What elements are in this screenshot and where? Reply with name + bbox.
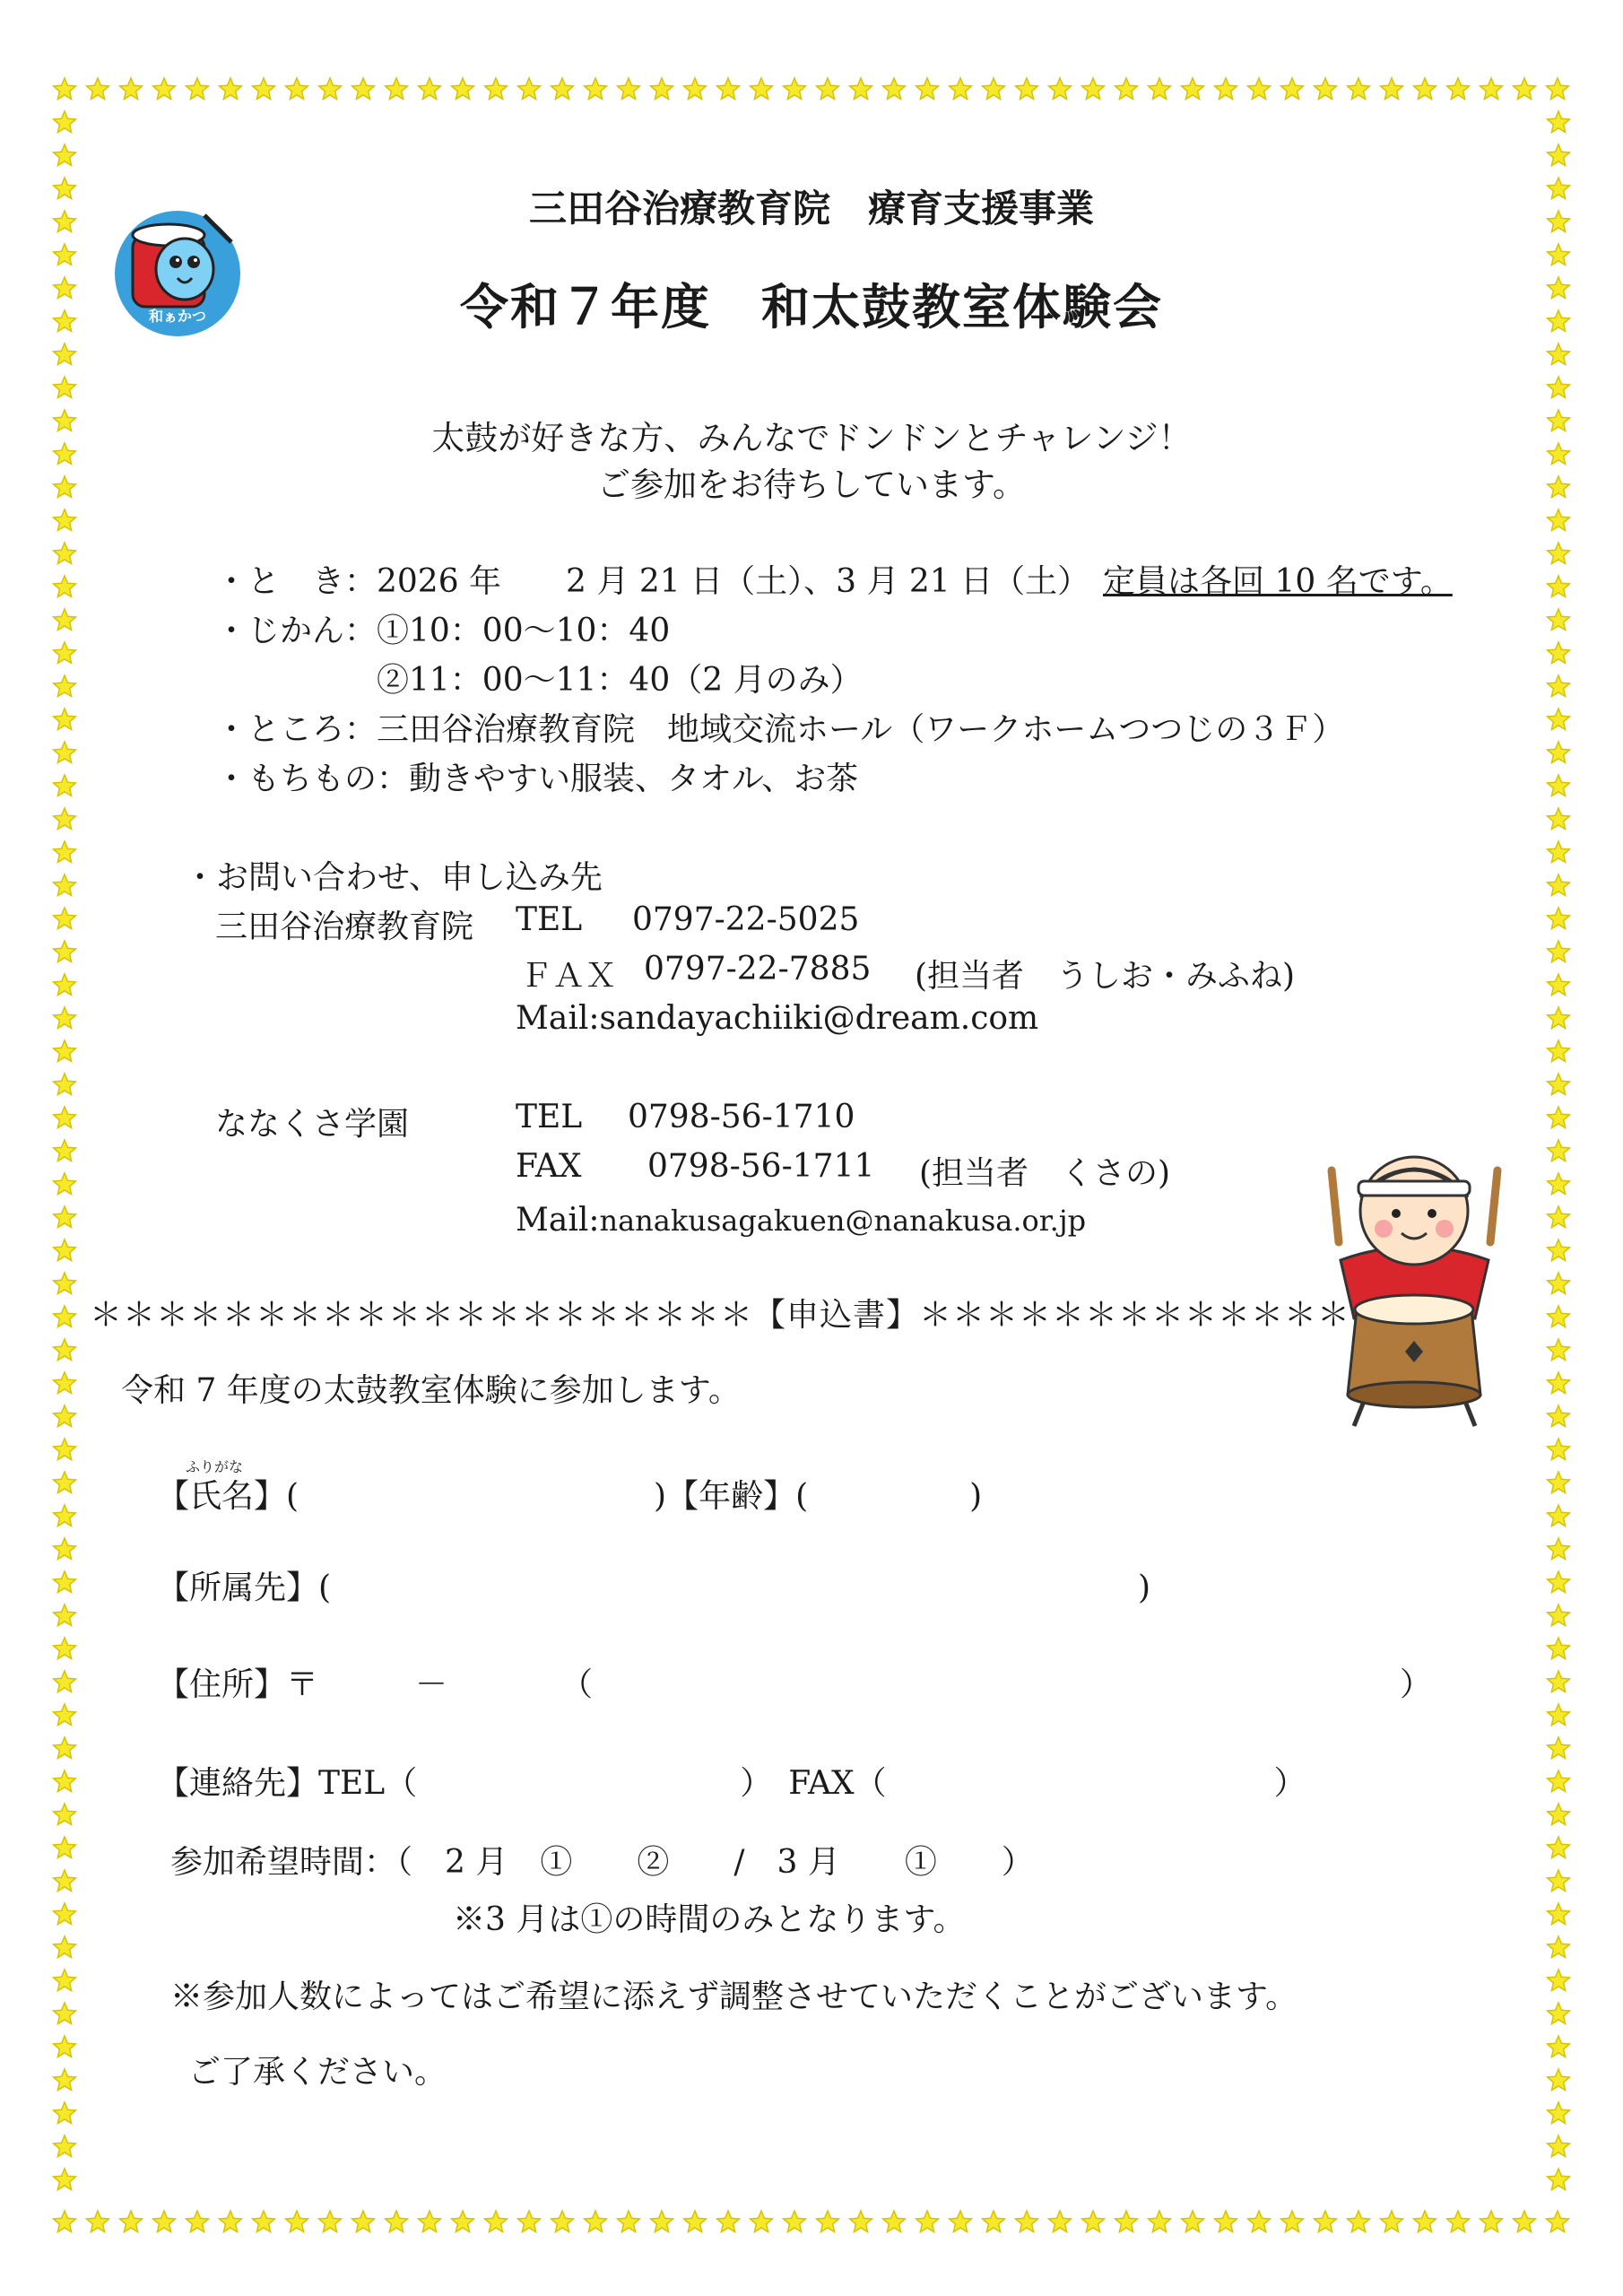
border-star (54, 1936, 76, 1958)
border-star (1548, 2036, 1570, 2057)
border-star (220, 2211, 242, 2232)
application-statement: 令和 7 年度の太鼓教室体験に参加します。 (121, 1372, 741, 1409)
border-star (286, 2211, 308, 2232)
border-star (485, 78, 508, 100)
child-drummer-illustration (1314, 1126, 1520, 1431)
border-star (618, 78, 640, 100)
border-star (1016, 78, 1038, 100)
border-star (1548, 941, 1570, 962)
organization-line: 三田谷治療教育院 療育支援事業 (528, 187, 1094, 230)
border-star (1381, 78, 1403, 100)
border-star (419, 78, 441, 100)
border-star (1514, 2211, 1536, 2232)
address-field[interactable]: 【住所】〒 － （ ） (157, 1666, 1433, 1703)
border-star (54, 675, 76, 697)
border-star (950, 78, 972, 100)
border-star (319, 78, 342, 100)
border-star (1548, 1107, 1570, 1128)
border-star (54, 1970, 76, 1991)
border-star (54, 1372, 76, 1394)
preferred-time-field[interactable]: 参加希望時間：（ 2 月 ① ② / 3 月 ① ） (170, 1844, 1034, 1881)
border-star (352, 78, 375, 100)
border-star (1548, 2102, 1570, 2124)
border-star (1548, 1206, 1570, 1228)
border-star (1049, 78, 1072, 100)
event-time-1: ・じかん：①10：00～10：40 (215, 613, 671, 649)
contact-org1-fax-label: ＦＡＸ (520, 958, 618, 995)
border-star (1548, 742, 1570, 763)
border-star (1548, 1870, 1570, 1892)
border-star (54, 1405, 76, 1427)
application-form-divider: ＊＊＊＊＊＊＊＊＊＊＊＊＊＊＊＊＊＊＊＊【申込書】＊＊＊＊＊＊＊＊＊＊＊＊＊ (90, 1297, 1351, 1334)
border-star (1548, 974, 1570, 996)
border-star (1248, 2211, 1271, 2232)
border-star (87, 78, 109, 100)
border-star (1548, 1903, 1570, 1925)
border-star (883, 2211, 906, 2232)
border-star (1414, 78, 1436, 100)
border-star (120, 2211, 143, 2232)
border-star (87, 2211, 109, 2232)
contact-org2-fax: 0798-56-1711 (647, 1148, 875, 1185)
border-star (54, 808, 76, 830)
border-star (54, 1704, 76, 1726)
border-star (1381, 2211, 1403, 2232)
border-star (54, 1439, 76, 1460)
border-star (1548, 874, 1570, 896)
border-star (585, 78, 607, 100)
border-star (1315, 78, 1337, 100)
border-star (784, 78, 806, 100)
border-star (54, 642, 76, 664)
intro-line-2: ご参加をお待ちしています。 (596, 465, 1027, 504)
border-star (54, 874, 76, 896)
border-star (54, 1206, 76, 1228)
notice-line-1: ※参加人数によってはご希望に添えず調整させていただくことがございます。 (170, 1979, 1298, 2015)
border-star (1548, 1306, 1570, 1327)
border-star (1548, 675, 1570, 697)
border-star (54, 576, 76, 597)
border-star (1548, 1704, 1570, 1726)
contact-org2-mail-prefix: Mail: (516, 1202, 600, 1239)
border-star (54, 941, 76, 962)
border-star (54, 1505, 76, 1526)
border-star (485, 2211, 508, 2232)
border-star (352, 2211, 375, 2232)
border-star (1149, 2211, 1171, 2232)
border-star (1548, 509, 1570, 531)
border-star (1447, 78, 1470, 100)
affiliation-field[interactable]: 【所属先】( ) (157, 1570, 1151, 1606)
event-date: ・と き：2026 年 2 月 21 日（土）、3 月 21 日（土） (215, 563, 1090, 600)
border-star (54, 2069, 76, 2091)
border-star (1548, 609, 1570, 631)
border-star (1548, 2069, 1570, 2091)
contact-heading: ・お問い合わせ、申し込み先 (184, 859, 603, 896)
border-star (1548, 808, 1570, 830)
name-age-field[interactable]: 【氏名】( )【年齢】( ) (157, 1478, 983, 1515)
border-star (1315, 2211, 1337, 2232)
border-star (1548, 1538, 1570, 1560)
border-star (54, 1339, 76, 1361)
border-star (1548, 1040, 1570, 1062)
border-star (386, 2211, 408, 2232)
border-star (1447, 2211, 1470, 2232)
contact-org1-tel: 0797-22-5025 (632, 901, 860, 938)
border-star (1480, 78, 1503, 100)
border-star (1082, 2211, 1105, 2232)
border-star (1548, 377, 1570, 398)
border-star (1548, 1239, 1570, 1261)
border-star (1215, 2211, 1237, 2232)
border-star (54, 2135, 76, 2157)
border-star (1480, 2211, 1503, 2232)
border-star (187, 78, 209, 100)
border-star (1548, 1936, 1570, 1958)
border-star (54, 377, 76, 398)
border-star (54, 1007, 76, 1029)
border-star (1248, 78, 1271, 100)
contact-org1-person: (担当者 うしお・みふね) (915, 958, 1296, 995)
border-star (54, 1239, 76, 1261)
event-time-2: ②11：00～11：40（2 月のみ） (377, 662, 863, 699)
border-star (54, 1074, 76, 1095)
border-star (1149, 78, 1171, 100)
border-star (1281, 78, 1304, 100)
border-star (54, 709, 76, 730)
contact-org2-mail-address: nanakusagakuen@nanakusa.or.jp (599, 1204, 1087, 1238)
border-star (518, 2211, 541, 2232)
border-star (1548, 244, 1570, 265)
border-star (153, 2211, 176, 2232)
border-star (54, 2211, 76, 2232)
border-star (551, 2211, 574, 2232)
border-star (1548, 576, 1570, 597)
border-star (1548, 1140, 1570, 1161)
border-star (751, 78, 773, 100)
border-star (1548, 1007, 1570, 1029)
border-star (850, 78, 872, 100)
border-star (54, 1737, 76, 1759)
border-star (1182, 78, 1204, 100)
border-star (1548, 709, 1570, 730)
intro-line-1: 太鼓が好きな方、みんなでドンドンとチャレンジ！ (431, 419, 1192, 457)
border-star (1548, 1405, 1570, 1427)
border-star (585, 2211, 607, 2232)
border-star (1016, 2211, 1038, 2232)
border-star (950, 2211, 972, 2232)
border-star (54, 1770, 76, 1792)
border-star (54, 1605, 76, 1626)
contact-org2-name: ななくさ学園 (215, 1106, 410, 1143)
border-star (684, 78, 707, 100)
border-star (916, 2211, 939, 2232)
border-star (54, 742, 76, 763)
border-star (54, 2036, 76, 2057)
border-star (1548, 2169, 1570, 2190)
contact-org1-name: 三田谷治療教育院 (215, 909, 474, 945)
border-star (54, 2102, 76, 2124)
border-star (54, 908, 76, 929)
border-star (1548, 1671, 1570, 1692)
border-star (751, 2211, 773, 2232)
border-star (386, 78, 408, 100)
border-star (717, 78, 740, 100)
border-star (54, 144, 76, 166)
border-star (1548, 1372, 1570, 1394)
border-star (1548, 841, 1570, 863)
contact-org2-tel-label: TEL (516, 1099, 583, 1135)
border-star (651, 78, 673, 100)
border-star (1548, 1074, 1570, 1095)
contact-org2-person: (担当者 くさの) (919, 1155, 1171, 1192)
border-star (1548, 1770, 1570, 1792)
contact-org1-fax: 0797-22-7885 (644, 951, 872, 987)
border-star (1182, 2211, 1204, 2232)
border-star (1414, 2211, 1436, 2232)
border-star (1548, 1970, 1570, 1991)
border-star (1548, 111, 1570, 133)
border-star (1548, 1571, 1570, 1593)
border-star (983, 78, 1005, 100)
border-star (1548, 543, 1570, 564)
border-star (54, 1173, 76, 1195)
border-star (54, 1671, 76, 1692)
event-place: ・ところ：三田谷治療教育院 地域交流ホール（ワークホームつつじの３Ｆ） (215, 711, 1345, 748)
border-star (54, 1870, 76, 1892)
border-star (54, 1273, 76, 1294)
time-note: ※3 月は①の時間のみとなります。 (453, 1901, 966, 1938)
border-star (54, 1837, 76, 1858)
border-star (1548, 1472, 1570, 1493)
border-star (286, 78, 308, 100)
contact-org1-tel-label: TEL (516, 901, 583, 938)
border-star (1548, 1638, 1570, 1659)
border-star (54, 841, 76, 863)
border-star (1548, 1173, 1570, 1195)
border-star (1547, 2211, 1569, 2232)
event-items: ・もちもの：動きやすい服装、タオル、お茶 (215, 761, 859, 797)
border-star (651, 2211, 673, 2232)
border-star (54, 2169, 76, 2190)
border-star (54, 1306, 76, 1327)
border-star (1548, 775, 1570, 796)
border-star (1348, 78, 1370, 100)
border-star (1281, 2211, 1304, 2232)
border-star (850, 2211, 872, 2232)
name-furigana-label: ふりがな (186, 1458, 244, 1475)
border-star (518, 78, 541, 100)
border-star (1548, 2003, 1570, 2024)
border-star (1548, 1737, 1570, 1759)
border-star (817, 2211, 839, 2232)
contact-org1-mail: Mail:sandayachiiki@dream.com (516, 1000, 1039, 1037)
border-star (54, 78, 76, 100)
border-star (54, 244, 76, 265)
border-star (883, 78, 906, 100)
contact-org2-mail (516, 1202, 1086, 1239)
border-star (120, 78, 143, 100)
capacity-note: 定員は各回 10 名です。 (1103, 563, 1453, 600)
notice-line-2: ご了承ください。 (188, 2054, 447, 2091)
border-star (1514, 78, 1536, 100)
border-star (1548, 908, 1570, 929)
border-star (220, 78, 242, 100)
border-star (1082, 78, 1105, 100)
border-star (319, 2211, 342, 2232)
border-star (54, 1638, 76, 1659)
border-star (618, 2211, 640, 2232)
border-star (1115, 2211, 1138, 2232)
border-star (419, 2211, 441, 2232)
border-star (1348, 2211, 1370, 2232)
page-title: 令和７年度 和太鼓教室体験会 (460, 279, 1163, 335)
border-star (1548, 1505, 1570, 1526)
border-star (153, 78, 176, 100)
border-star (54, 1040, 76, 1062)
border-star (253, 2211, 275, 2232)
border-star (1548, 344, 1570, 365)
border-star (54, 974, 76, 996)
border-star (1215, 78, 1237, 100)
border-star (551, 78, 574, 100)
border-star (784, 2211, 806, 2232)
border-star (54, 543, 76, 564)
border-star (1548, 144, 1570, 166)
border-star (452, 78, 474, 100)
border-star (1548, 1273, 1570, 1294)
border-star (54, 1903, 76, 1925)
border-star (54, 344, 76, 365)
border-star (983, 2211, 1005, 2232)
svg-text:和ぁかつ: 和ぁかつ (148, 308, 207, 325)
contact-org2-tel: 0798-56-1710 (628, 1099, 855, 1135)
border-star (1548, 2135, 1570, 2157)
border-star (253, 78, 275, 100)
border-star (684, 2211, 707, 2232)
border-star (54, 509, 76, 531)
border-star (1547, 78, 1569, 100)
border-star (817, 78, 839, 100)
border-star (54, 1140, 76, 1161)
border-star (54, 1472, 76, 1493)
border-star (452, 2211, 474, 2232)
border-star (54, 2003, 76, 2024)
border-star (54, 1107, 76, 1128)
border-star (54, 609, 76, 631)
border-star (187, 2211, 209, 2232)
border-star (717, 2211, 740, 2232)
border-star (1548, 1605, 1570, 1626)
contact-field[interactable]: 【連絡先】TEL（ ） FAX（ ） (157, 1765, 1306, 1802)
border-star (1115, 78, 1138, 100)
border-star (54, 111, 76, 133)
border-star (1548, 1804, 1570, 1825)
border-star (1049, 2211, 1072, 2232)
contact-org2-fax-label: FAX (516, 1148, 582, 1185)
border-star (1548, 1439, 1570, 1460)
border-star (916, 78, 939, 100)
border-star (54, 1571, 76, 1593)
border-star (54, 1804, 76, 1825)
border-star (54, 775, 76, 796)
border-star (1548, 1837, 1570, 1858)
border-star (1548, 1339, 1570, 1361)
border-star (54, 1538, 76, 1560)
border-star (1548, 642, 1570, 664)
